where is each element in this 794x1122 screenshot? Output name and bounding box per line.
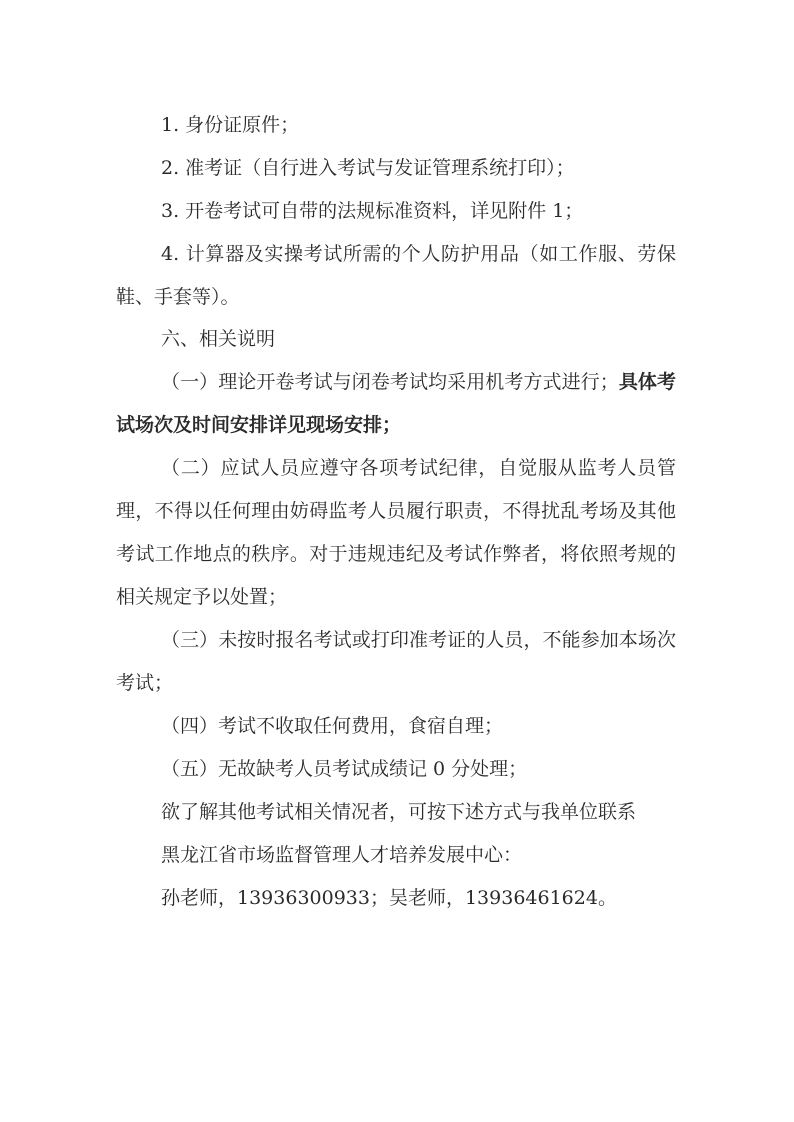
- material-item-3: 3. 开卷考试可自带的法规标准资料，详见附件 1；: [161, 200, 584, 222]
- note-item-3: （三）未按时报名考试或打印准考证的人员，不能参加本场次考试；: [116, 629, 676, 694]
- contact-people: 孙老师，13936300933；吴老师，13936461624。: [161, 887, 617, 909]
- note-item-2: （二）应试人员应遵守各项考试纪律，自觉服从监考人员管理，不得以任何理由妨碍监考人员履行职责，不得扰乱考场及其他考试工作地点的秩序。对于违规违纪及考试作弊者，将依照考规的相关规定予以处置；: [116, 457, 676, 608]
- note-item-4: （四）考试不收取任何费用，食宿自理；: [161, 715, 504, 737]
- material-item-4: 4. 计算器及实操考试所需的个人防护用品（如工作服、劳保鞋、手套等）。: [116, 243, 676, 308]
- note-item-1: [116, 361, 676, 447]
- note-item-1-emphasis: 具体考试场次及时间安排详见现场安排；: [116, 371, 676, 436]
- contact-intro: 欲了解其他考试相关情况者，可按下述方式与我单位联系: [161, 801, 637, 823]
- material-item-2: 2. 准考证（自行进入考试与发证管理系统打印）；: [161, 157, 575, 179]
- material-item-1: 1. 身份证原件；: [161, 114, 300, 136]
- contact-organization: 黑龙江省市场监督管理人才培养发展中心：: [161, 844, 523, 866]
- section-heading: 六、相关说明: [161, 328, 276, 350]
- note-item-1-text: （一）理论开卷考试与闭卷考试均采用机考方式进行；: [161, 371, 619, 393]
- note-item-5: （五）无故缺考人员考试成绩记 0 分处理；: [161, 758, 528, 780]
